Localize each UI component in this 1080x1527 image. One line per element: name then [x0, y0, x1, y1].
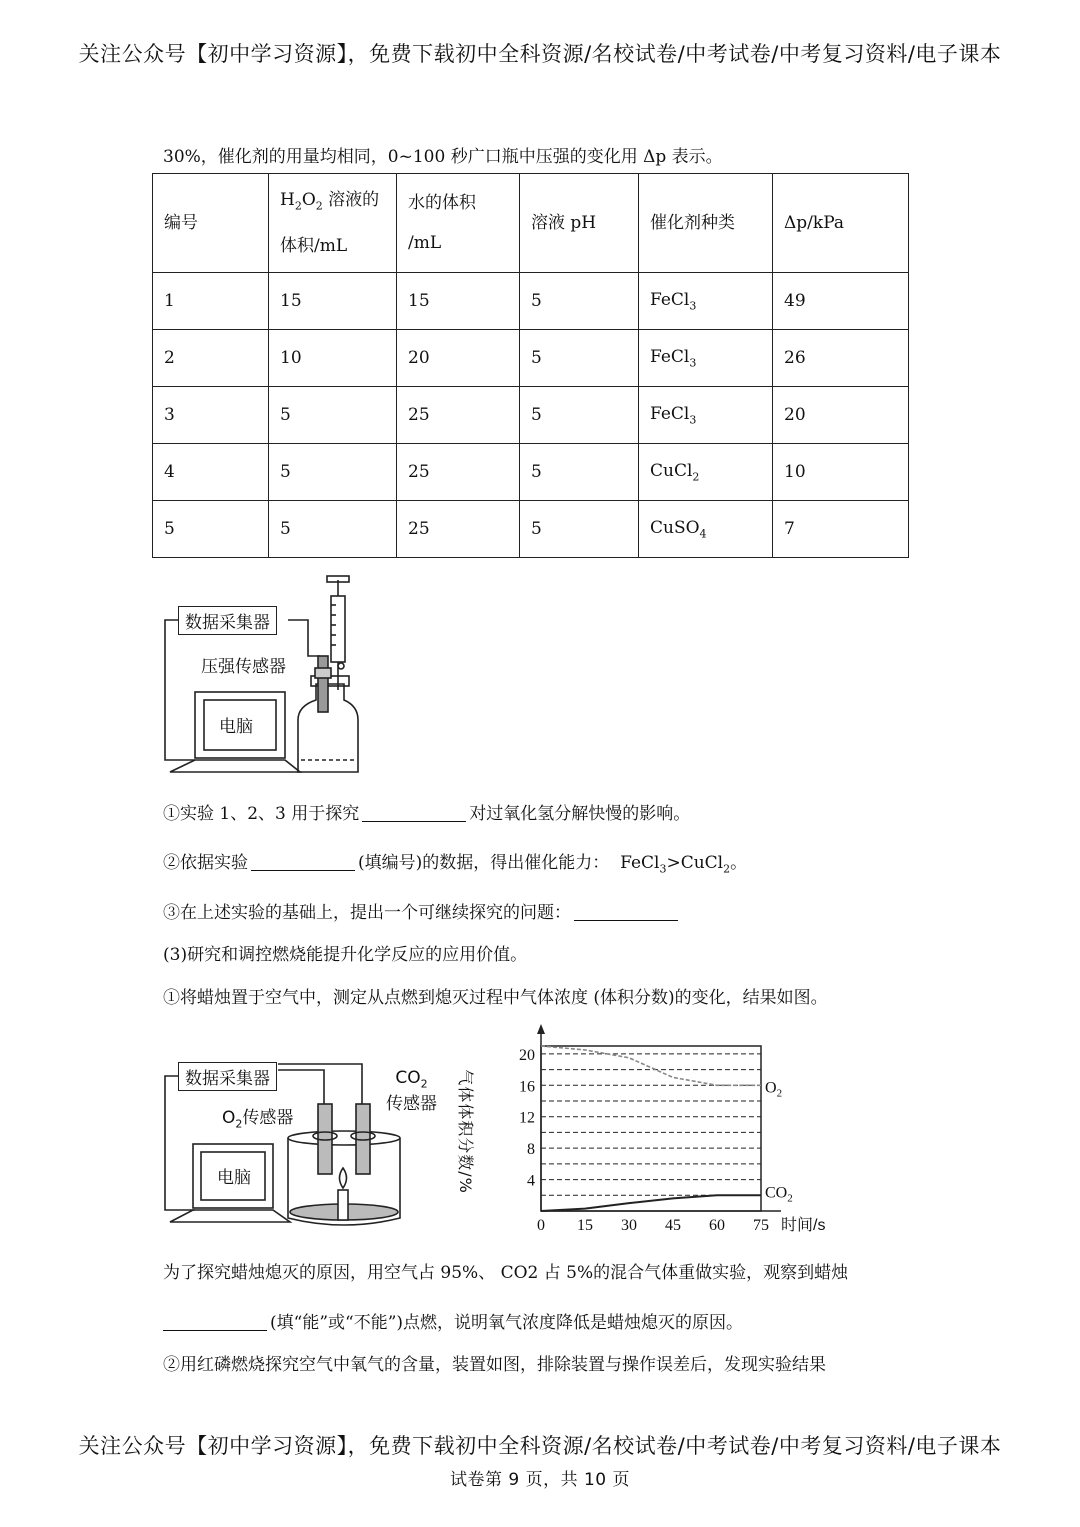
question-2: ②依据实验 (填编号)的数据，得出催化能力： FeCl$_3$>CuCl$_2$。 — [163, 853, 748, 876]
cell: 49 — [773, 273, 909, 330]
q1-text-end: 对过氧化氢分解快慢的影响。 — [469, 804, 691, 824]
cell: 5 — [520, 330, 639, 387]
table-row — [153, 501, 909, 558]
cell: 4 — [153, 444, 269, 501]
y-tick-label: 16 — [519, 1078, 535, 1096]
y-axis-arrow — [537, 1024, 545, 1034]
q2-text: ②依据实验 — [163, 853, 248, 873]
paragraph-fill — [163, 1308, 743, 1333]
x-tick-label: 30 — [621, 1217, 637, 1234]
co2-sensor-label: $CO_2$ 传感器 — [386, 1068, 437, 1115]
cell: FeCl$_3$ — [639, 387, 773, 444]
answer-blank[interactable] — [362, 803, 466, 822]
page-number: 试卷第 9 页，共 10 页 — [449, 1470, 631, 1490]
cell: 3 — [153, 387, 269, 444]
x-tick-label: 75 — [753, 1217, 769, 1234]
series-line-co2 — [541, 1195, 761, 1211]
x-tick-label: 15 — [577, 1217, 593, 1234]
cell: 5 — [520, 387, 639, 444]
y-tick-label: 20 — [519, 1046, 535, 1064]
y-tick-label: 8 — [527, 1141, 535, 1159]
cell: 2 — [153, 330, 269, 387]
o2-sensor-label: $O_2$传感器 — [222, 1108, 294, 1131]
cell: 15 — [397, 273, 520, 330]
y-tick-label: 4 — [527, 1172, 535, 1190]
cell: 5 — [520, 501, 639, 558]
cell: CuCl$_2$ — [639, 444, 773, 501]
footer-banner: 关注公众号【初中学习资源】，免费下载初中全科资源/名校试卷/中考试卷/中考复习资料/电子课本 — [78, 1434, 1002, 1458]
question-3 — [163, 898, 681, 923]
cell: 5 — [153, 501, 269, 558]
cell: 26 — [773, 330, 909, 387]
table-header: 溶液 pH — [520, 174, 639, 273]
table-header: 编号 — [153, 174, 269, 273]
cell: FeCl$_3$ — [639, 273, 773, 330]
cell: 10 — [773, 444, 909, 501]
pressure-sensor-label: 压强传感器 — [201, 657, 286, 677]
cell: 10 — [269, 330, 397, 387]
x-tick-label: 0 — [537, 1217, 545, 1234]
cell: 20 — [397, 330, 520, 387]
answer-blank[interactable] — [251, 852, 355, 871]
chart-ylabel: 气体体积分数/% — [455, 1069, 475, 1194]
data-collector-label: 数据采集器 — [178, 1062, 277, 1091]
table-row — [153, 444, 909, 501]
computer-label: 电脑 — [217, 1168, 251, 1188]
experiment-table — [152, 173, 909, 558]
fill-text: (填“能”或“不能”)点燃，说明氧气浓度降低是蜡烛熄灭的原因。 — [270, 1313, 744, 1333]
co2-sensor-label-2: 传感器 — [386, 1094, 437, 1115]
cell: 5 — [520, 273, 639, 330]
table-row — [153, 330, 909, 387]
table-row — [153, 273, 909, 330]
data-collector-label: 数据采集器 — [178, 606, 277, 635]
cell: 5 — [269, 444, 397, 501]
x-axis-label: 时间/s — [781, 1217, 826, 1234]
table-header: $H_2O_2$ 溶液的 体积/mL — [269, 174, 397, 273]
x-tick-label: 45 — [665, 1217, 681, 1234]
cell: 25 — [397, 501, 520, 558]
cell: 20 — [773, 387, 909, 444]
question-1 — [163, 799, 690, 824]
cell: 5 — [520, 444, 639, 501]
q2-text-end: (填编号)的数据，得出催化能力： — [358, 853, 610, 873]
q1-text: ①实验 1、2、3 用于探究 — [163, 804, 360, 824]
series-label-o2: $O_2$ — [765, 1079, 783, 1100]
cell: 15 — [269, 273, 397, 330]
header-banner: 关注公众号【初中学习资源】，免费下载初中全科资源/名校试卷/中考试卷/中考复习资料/电子课本 — [78, 42, 1002, 66]
cell: 5 — [269, 387, 397, 444]
table-header: 水的体积 /mL — [397, 174, 520, 273]
answer-blank[interactable] — [574, 902, 678, 921]
table-row — [153, 387, 909, 444]
cell: FeCl$_3$ — [639, 330, 773, 387]
computer-label: 电脑 — [219, 717, 253, 737]
cell: 25 — [397, 444, 520, 501]
section-3-1-text: ①将蜡烛置于空气中，测定从点燃到熄灭过程中气体浓度 (体积分数)的变化，结果如图。 — [163, 988, 828, 1008]
q3-text: ③在上述实验的基础上，提出一个可继续探究的问题： — [163, 903, 571, 923]
section-3-text: (3)研究和调控燃烧能提升化学反应的应用价值。 — [163, 945, 528, 965]
cell: 1 — [153, 273, 269, 330]
x-tick-label: 60 — [709, 1217, 725, 1234]
table-header: Δp/kPa — [773, 174, 909, 273]
paragraph-last: ②用红磷燃烧探究空气中氧气的含量，装置如图，排除装置与操作误差后，发现实验结果 — [163, 1355, 826, 1375]
table-header: 催化剂种类 — [639, 174, 773, 273]
y-tick-label: 12 — [519, 1109, 535, 1127]
cell: CuSO$_4$ — [639, 501, 773, 558]
plot-frame — [541, 1046, 761, 1211]
series-label-co2: $CO_2$ — [765, 1184, 793, 1205]
cell: 5 — [269, 501, 397, 558]
paragraph-after-chart: 为了探究蜡烛熄灭的原因，用空气占 95%、 CO2 占 5%的混合气体重做实验，观察到蜡烛 — [163, 1263, 849, 1283]
cell: 7 — [773, 501, 909, 558]
intro-text: 30%，催化剂的用量均相同，0~100 秒广口瓶中压强的变化用 Δp 表示。 — [163, 147, 723, 167]
series-line-o2 — [541, 1046, 761, 1085]
answer-blank[interactable] — [163, 1312, 267, 1331]
cell: 25 — [397, 387, 520, 444]
